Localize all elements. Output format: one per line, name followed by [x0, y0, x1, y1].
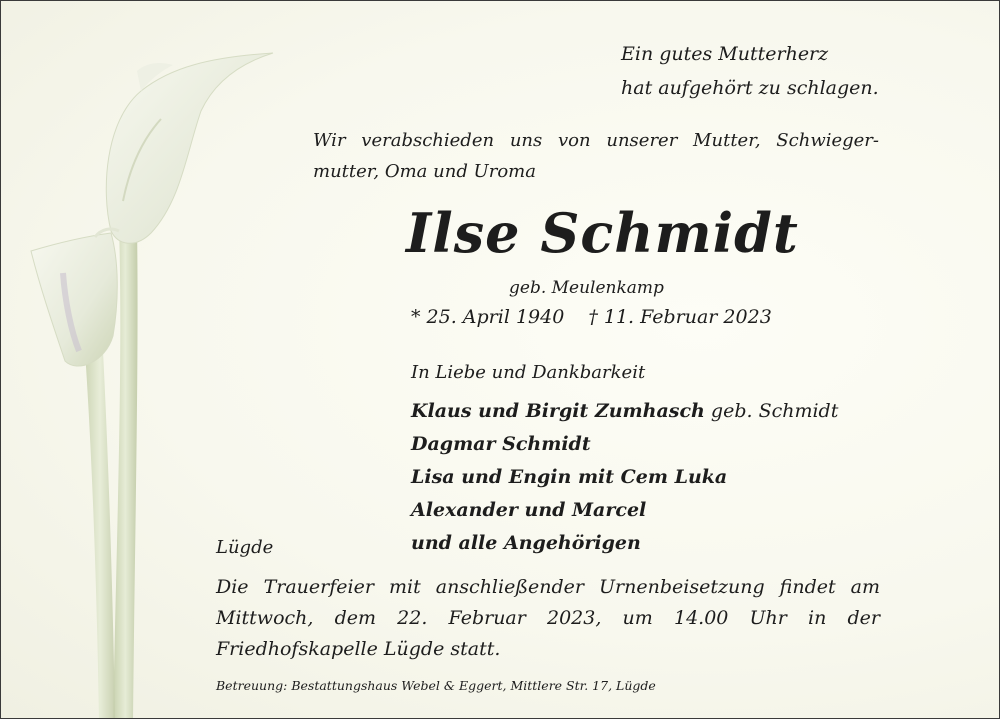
- mourners-list: [411, 395, 838, 560]
- birth-date: * 25. April 1940: [411, 306, 565, 328]
- intro-line-1: Wir verabschieden uns von unserer Mutter, Schwieger-: [313, 130, 879, 151]
- death-date: † 11. Februar 2023: [588, 306, 772, 328]
- mourner-note: geb. Schmidt: [704, 400, 839, 422]
- place-name: Lügde: [216, 537, 274, 558]
- quote-line-1: Ein gutes Mutterherz: [621, 43, 829, 65]
- mourner-name: Klaus und Birgit Zumhasch: [411, 400, 705, 422]
- mourner-entry: [411, 461, 838, 494]
- memorial-quote: [621, 37, 879, 105]
- quote-line-2: hat aufgehört zu schlagen.: [621, 77, 879, 99]
- life-dates: [411, 303, 772, 331]
- deceased-name: Ilse Schmidt: [406, 201, 799, 265]
- mourner-entry: [411, 527, 838, 560]
- undertaker-credit: Betreuung: Bestattungshaus Webel & Eggert, Mittlere Str. 17, Lügde: [216, 678, 656, 693]
- mourner-entry: [411, 428, 838, 461]
- service-line-3: Friedhofskapelle Lügde statt.: [216, 638, 501, 660]
- intro-line-2: mutter, Oma und Uroma: [313, 161, 536, 182]
- service-line-2: Mittwoch, dem 22. Februar 2023, um 14.00 Uhr in der: [216, 607, 880, 629]
- mourner-entry: [411, 395, 838, 428]
- closing-phrase: In Liebe und Dankbarkeit: [411, 362, 646, 383]
- mourner-entry: [411, 494, 838, 527]
- mourner-name: Alexander und Marcel: [411, 499, 647, 521]
- mourner-name: Dagmar Schmidt: [411, 433, 591, 455]
- service-line-1: Die Trauerfeier mit anschließender Urnenbeisetzung findet am: [216, 576, 880, 598]
- mourner-name: und alle Angehörigen: [411, 532, 641, 554]
- mourner-name: Lisa und Engin mit Cem Luka: [411, 466, 728, 488]
- birth-name: geb. Meulenkamp: [509, 278, 664, 298]
